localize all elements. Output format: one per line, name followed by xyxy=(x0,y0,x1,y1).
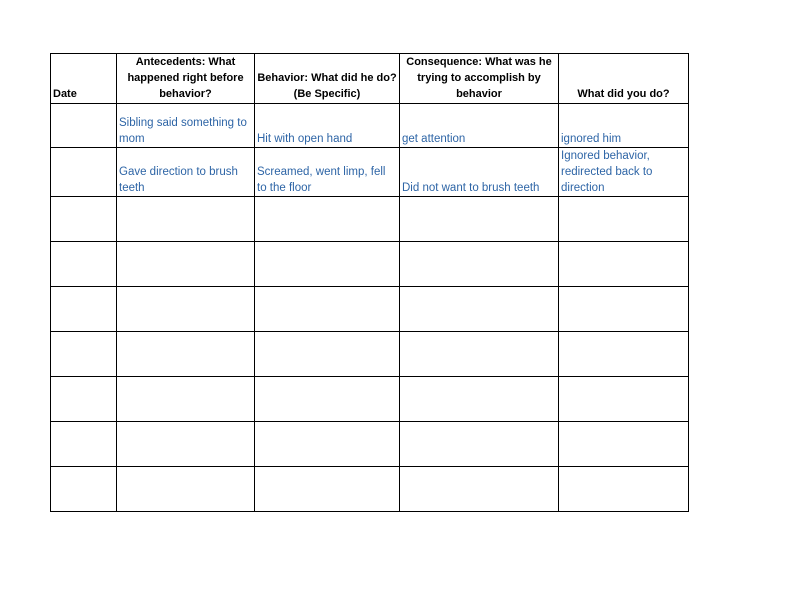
cell-consequence[interactable]: Did not want to brush teeth xyxy=(400,148,559,197)
cell-consequence[interactable] xyxy=(400,287,559,332)
cell-response[interactable] xyxy=(559,422,689,467)
cell-behavior[interactable] xyxy=(255,467,400,512)
header-behavior: Behavior: What did he do? (Be Specific) xyxy=(255,54,400,104)
table-row xyxy=(51,148,689,197)
cell-response[interactable]: Ignored behavior, redirected back to direction xyxy=(559,148,689,197)
cell-antecedents[interactable] xyxy=(117,422,255,467)
cell-response[interactable] xyxy=(559,242,689,287)
cell-consequence[interactable] xyxy=(400,422,559,467)
behavior-log-table xyxy=(50,53,689,512)
cell-antecedents[interactable] xyxy=(117,242,255,287)
cell-date[interactable] xyxy=(51,377,117,422)
cell-date[interactable] xyxy=(51,422,117,467)
cell-consequence[interactable] xyxy=(400,467,559,512)
cell-response[interactable] xyxy=(559,467,689,512)
cell-response[interactable] xyxy=(559,287,689,332)
table-row xyxy=(51,242,689,287)
cell-antecedents[interactable] xyxy=(117,377,255,422)
header-response: What did you do? xyxy=(559,54,689,104)
cell-date[interactable] xyxy=(51,104,117,148)
cell-antecedents[interactable]: Gave direction to brush teeth xyxy=(117,148,255,197)
table-row xyxy=(51,332,689,377)
cell-behavior[interactable] xyxy=(255,197,400,242)
table-row xyxy=(51,104,689,148)
cell-response[interactable]: ignored him xyxy=(559,104,689,148)
cell-date[interactable] xyxy=(51,467,117,512)
cell-antecedents[interactable]: Sibling said something to mom xyxy=(117,104,255,148)
cell-date[interactable] xyxy=(51,242,117,287)
cell-date[interactable] xyxy=(51,197,117,242)
cell-response[interactable] xyxy=(559,197,689,242)
cell-response[interactable] xyxy=(559,377,689,422)
table-row xyxy=(51,287,689,332)
cell-antecedents[interactable] xyxy=(117,197,255,242)
cell-behavior[interactable]: Hit with open hand xyxy=(255,104,400,148)
cell-consequence[interactable]: get attention xyxy=(400,104,559,148)
cell-antecedents[interactable] xyxy=(117,287,255,332)
cell-consequence[interactable] xyxy=(400,377,559,422)
cell-behavior[interactable] xyxy=(255,332,400,377)
cell-behavior[interactable] xyxy=(255,242,400,287)
table-row xyxy=(51,422,689,467)
cell-consequence[interactable] xyxy=(400,242,559,287)
table-row xyxy=(51,197,689,242)
cell-behavior[interactable] xyxy=(255,287,400,332)
cell-behavior[interactable]: Screamed, went limp, fell to the floor xyxy=(255,148,400,197)
cell-consequence[interactable] xyxy=(400,332,559,377)
header-consequence: Consequence: What was he trying to accomplish by behavior xyxy=(400,54,559,104)
cell-consequence[interactable] xyxy=(400,197,559,242)
cell-behavior[interactable] xyxy=(255,422,400,467)
cell-date[interactable] xyxy=(51,287,117,332)
cell-antecedents[interactable] xyxy=(117,467,255,512)
table-row xyxy=(51,377,689,422)
header-date: Date xyxy=(51,54,117,104)
header-antecedents: Antecedents: What happened right before behavior? xyxy=(117,54,255,104)
cell-date[interactable] xyxy=(51,332,117,377)
cell-response[interactable] xyxy=(559,332,689,377)
table-row xyxy=(51,467,689,512)
cell-behavior[interactable] xyxy=(255,377,400,422)
header-row xyxy=(51,54,689,104)
cell-antecedents[interactable] xyxy=(117,332,255,377)
cell-date[interactable] xyxy=(51,148,117,197)
